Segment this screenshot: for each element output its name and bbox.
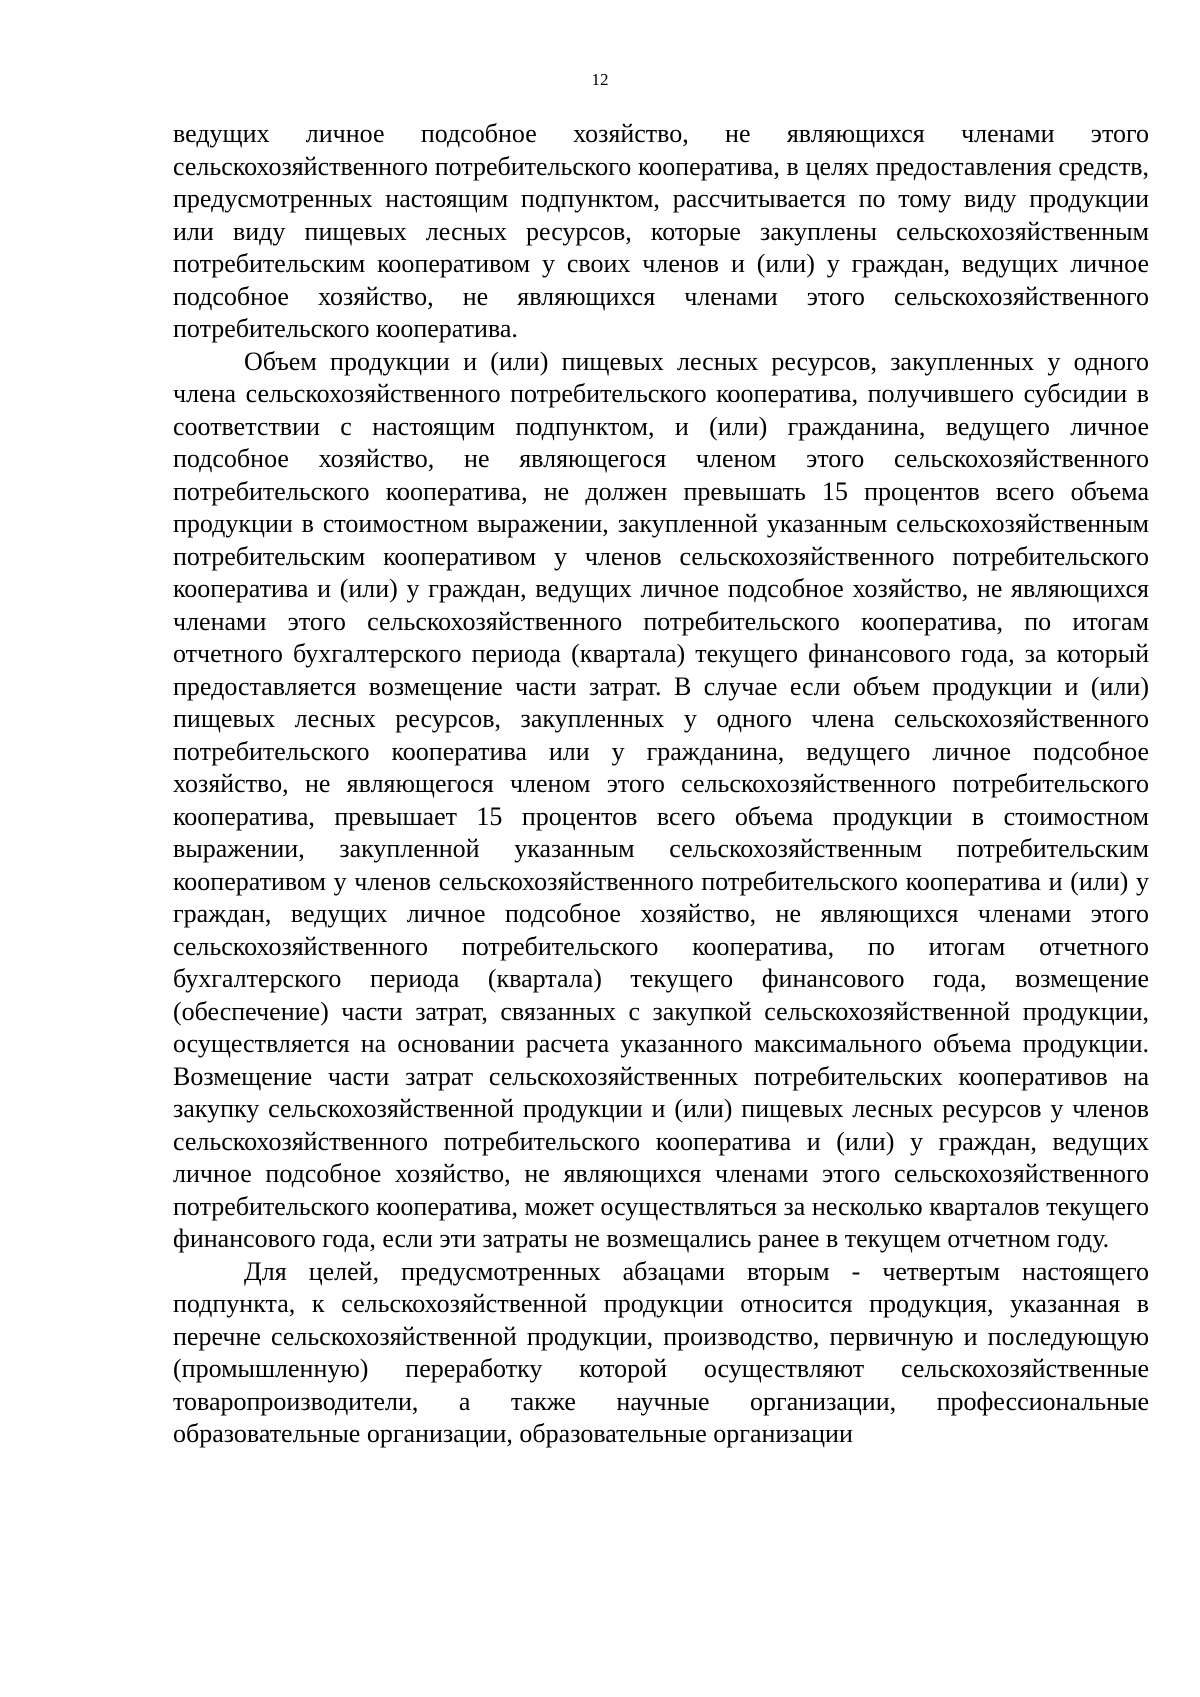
paragraph-continuation: ведущих личное подсобное хозяйство, не являющихся членами этого сельскохозяйственного потребительского кооператива, в целях предоставления средств, предусмотренных настоящим подпунктом, рассчитывается по тому виду продукции или виду пищевых лесных ресурсов, которые закуплены сельскохозяйственным потребительским кооперативом у своих членов и (или) у граждан, ведущих личное подсобное хозяйство, не являющихся членами этого сельскохозяйственного потребительского кооператива. xyxy=(173,119,1149,343)
paragraph-definitions: Для целей, предусмотренных абзацами вторым - четвертым настоящего подпункта, к сельскохозяйственной продукции относится продукция, указанная в перечне сельскохозяйственной продукции, производство, первичную и последующую (промышленную) переработку которой осуществляют сельскохозяйственные товаропроизводители, а также научные организации, профессиональные образовательные организации, образовательные организации xyxy=(173,1256,1149,1448)
document-body xyxy=(173,118,1149,1451)
page-number: 12 xyxy=(591,70,609,89)
paragraph-volume-limit: Объем продукции и (или) пищевых лесных ресурсов, закупленных у одного члена сельскохозяйственного потребительского кооператива, получившего субсидии в соответствии с настоящим подпунктом, и (или) гражданина, ведущего личное подсобное хозяйство, не являющегося членом этого сельскохозяйственного потребительского кооператива, не должен превышать 15 процентов всего объема продукции в стоимостном выражении, закупленной указанным сельскохозяйственным потребительским кооперативом у членов сельскохозяйственного потребительского кооператива и (или) у граждан, ведущих личное подсобное хозяйство, не являющихся членами этого сельскохозяйственного потребительского кооператива, по итогам отчетного бухгалтерского периода (квартала) текущего финансового года, за который предоставляется возмещение части затрат. В случае если объем продукции и (или) пищевых лесных ресурсов, закупленных у одного члена сельскохозяйственного потребительского кооператива или у гражданина, ведущего личное подсобное хозяйство, не являющегося членом этого сельскохозяйственного потребительского кооператива, превышает 15 процентов всего объема продукции в стоимостном выражении, закупленной указанным сельскохозяйственным потребительским кооперативом у членов сельскохозяйственного потребительского кооператива и (или) у граждан, ведущих личное подсобное хозяйство, не являющихся членами этого сельскохозяйственного потребительского кооператива, по итогам отчетного бухгалтерского периода (квартала) текущего финансового года, возмещение (обеспечение) части затрат, связанных с закупкой сельскохозяйственной продукции, осуществляется на основании расчета указанного максимального объема продукции. Возмещение части затрат сельскохозяйственных потребительских кооперативов на закупку сельскохозяйственной продукции и (или) пищевых лесных ресурсов у членов сельскохозяйственного потребительского кооператива и (или) у граждан, ведущих личное подсобное хозяйство, не являющихся членами этого сельскохозяйственного потребительского кооператива, может осуществляться за несколько кварталов текущего финансового года, если эти затраты не возмещались ранее в текущем отчетном году. xyxy=(173,346,1149,1253)
